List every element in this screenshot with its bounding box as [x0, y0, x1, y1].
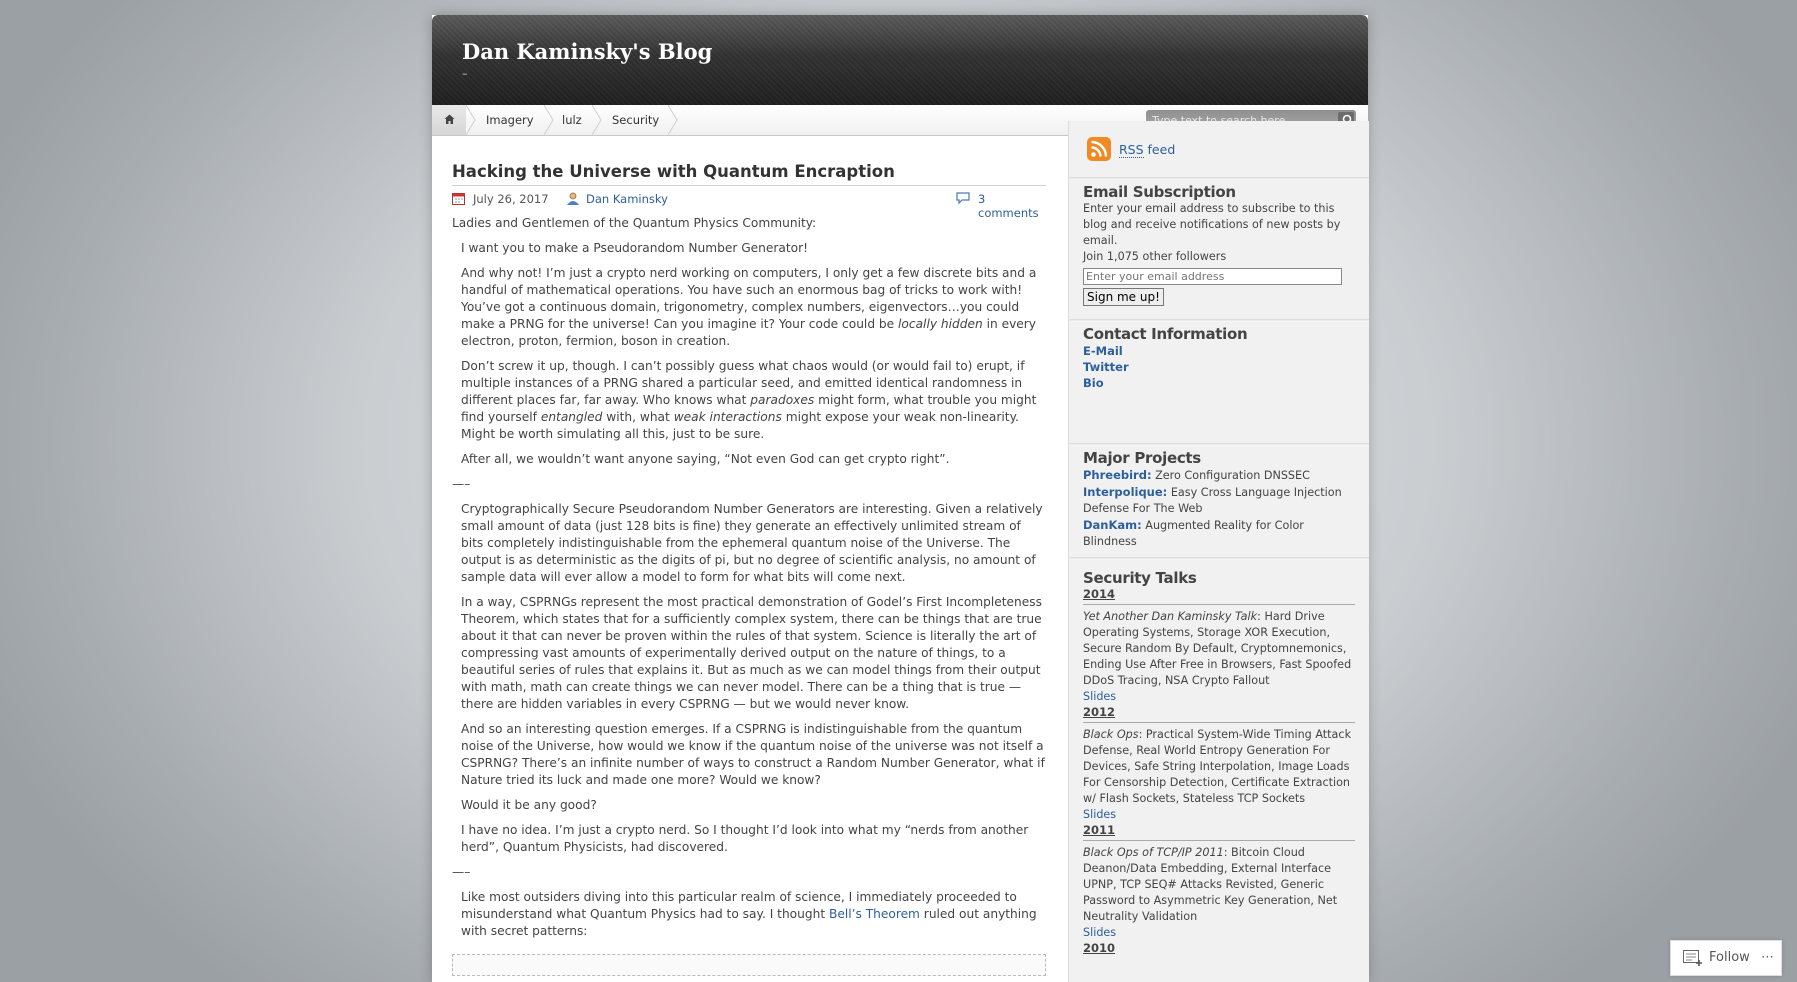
- email-field[interactable]: [1083, 268, 1342, 285]
- post-paragraph: And why not! I’m just a crypto nerd working on computers, I only get a few discrete bits and a handful of mathematical operations. You have such an enormous bag of tricks to work with! You’ve got a continuous domain, trigonometry, complex numbers, eigenvectors…you could make a PRNG for the universe! Can you imagine it? Your code could be locally hidden in every electron, proton, fermion, boson in creation.: [461, 266, 1037, 348]
- calendar-icon: [452, 192, 465, 208]
- post-body: [452, 215, 1046, 976]
- sidebar: [1068, 121, 1369, 982]
- post-paragraph: Cryptographically Secure Pseudorandom Number Generators are interesting. Given a relatively small amount of data (just 128 bits is fine) they generate an effectively unlimited stream of bits completely indistinguishable from the ephemeral quantum noise of the Universe. The output is as deterministic as the digits of pi, but no degree of scientific analysis, no amount of sample data will ever allow a model to form for what bits will come next.: [461, 502, 1043, 584]
- emphasis-text: entangled: [540, 410, 603, 424]
- project-link-phreebird[interactable]: Phreebird:: [1083, 468, 1152, 482]
- twitter-link[interactable]: Twitter: [1083, 360, 1129, 374]
- post-separator: —–: [452, 477, 471, 491]
- year-link-2010[interactable]: 2010: [1083, 941, 1116, 955]
- post-paragraph: I have no idea. I’m just a crypto nerd. So I thought I’d look into what my “nerds from another herd”, Quantum Physicists, had discovered.: [461, 823, 1029, 854]
- rss-icon[interactable]: [1087, 137, 1111, 165]
- follow-button[interactable]: [1670, 940, 1782, 976]
- rss-feed-link[interactable]: [1119, 142, 1175, 157]
- rss-abbr: RSS: [1119, 142, 1144, 157]
- emphasis-text: locally hidden: [898, 317, 983, 331]
- major-projects-heading: Major Projects: [1083, 449, 1201, 467]
- contact-information-widget: [1083, 325, 1355, 391]
- year-link-2012[interactable]: 2012: [1083, 705, 1116, 719]
- post-meta: [452, 188, 1046, 220]
- post-date: July 26, 2017: [473, 192, 549, 206]
- post-title[interactable]: Hacking the Universe with Quantum Encraption: [452, 161, 1046, 186]
- nav-separator: [544, 105, 554, 135]
- blog-header: [432, 15, 1368, 105]
- nav-item-lulz[interactable]: lulz: [562, 113, 582, 127]
- nav-separator: [466, 105, 476, 135]
- post-content: [452, 161, 1046, 976]
- follow-label: Follow: [1709, 950, 1750, 965]
- talk-title: Black Ops: [1083, 728, 1139, 741]
- email-subscription-heading: Email Subscription: [1083, 183, 1236, 201]
- post-paragraph: Like most outsiders diving into this particular realm of science, I immediately proceeded to misunderstand what Quantum Physics had to say. I thought Bell’s Theorem ruled out anything with secret patterns:: [461, 890, 1037, 938]
- year-link-2014[interactable]: 2014: [1083, 587, 1116, 601]
- bells-theorem-link[interactable]: Bell’s Theorem: [828, 907, 920, 921]
- bio-link[interactable]: Bio: [1083, 376, 1104, 390]
- major-projects-widget: [1083, 449, 1355, 550]
- post-separator: —–: [452, 865, 471, 879]
- author-icon: [566, 192, 580, 208]
- year-link-2011[interactable]: 2011: [1083, 823, 1116, 837]
- sidebar-divider: [1069, 557, 1369, 560]
- slides-link[interactable]: Slides: [1083, 808, 1117, 821]
- nav-separator: [592, 105, 602, 135]
- followers-count: Join 1,075 other followers: [1083, 250, 1227, 263]
- slides-link[interactable]: Slides: [1083, 926, 1117, 939]
- nav-separator: [668, 105, 678, 135]
- comments-icon: [956, 192, 971, 208]
- page-container: [432, 15, 1368, 982]
- post-paragraph: Would it be any good?: [461, 798, 597, 812]
- blog-tagline: –: [462, 67, 468, 80]
- slides-link[interactable]: Slides: [1083, 690, 1117, 703]
- sidebar-divider: [1069, 319, 1369, 322]
- project-item: Phreebird: Zero Configuration DNSSEC: [1083, 468, 1310, 482]
- security-talks-heading: Security Talks: [1083, 569, 1197, 587]
- blog-title[interactable]: Dan Kaminsky's Blog: [462, 39, 713, 64]
- project-link-dankam[interactable]: DanKam:: [1083, 518, 1142, 532]
- rss-feed-widget: [1083, 137, 1355, 163]
- project-item: DanKam: Augmented Reality for Color Blindness: [1083, 518, 1304, 548]
- post-paragraph: Ladies and Gentlemen of the Quantum Physics Community:: [452, 216, 817, 230]
- security-talks-widget: [1083, 569, 1355, 955]
- post-paragraph: Don’t screw it up, though. I can’t possibly guess what chaos would (or would fail to) erupt, if multiple instances of a PRNG shared a particular seed, and emitted identical randomness in different places far, far away. Who knows what paradoxes might form, what trouble you might find yourself entangled with, what weak interactions might expose your weak non-linearity. Might be worth simulating all this, just to be sure.: [461, 359, 1037, 441]
- email-subscription-text: Enter your email address to subscribe to this blog and receive notifications of new posts by email.: [1083, 202, 1341, 247]
- nav-item-security[interactable]: Security: [612, 113, 660, 127]
- rss-feed-label: feed: [1143, 142, 1176, 157]
- project-link-interpolique[interactable]: Interpolique:: [1083, 485, 1168, 499]
- project-item: Interpolique: Easy Cross Language Injection Defense For The Web: [1083, 485, 1342, 515]
- emphasis-text: paradoxes: [750, 393, 815, 407]
- home-icon: [444, 113, 455, 127]
- talk-entry: Yet Another Dan Kaminsky Talk: Hard Drive Operating Systems, Storage XOR Execution, Secure Random By Default, Cryptomnemonics, Ending Use After Free in Browsers, Fast Spoofed DDoS Tracing, NSA Crypto Fallout Slides: [1083, 604, 1355, 705]
- email-subscription-widget: [1083, 183, 1355, 306]
- talk-title: Black Ops of TCP/IP 2011: [1083, 846, 1224, 859]
- emphasis-text: weak interactions: [673, 410, 782, 424]
- talk-entry: Black Ops: Practical System-Wide Timing Attack Defense, Real World Entropy Generation For Devices, Safe String Interpolation, Image Loads For Censorship Detection, Certificate Extraction w/ Flash Sockets, Stateless TCP Sockets Slides: [1083, 722, 1355, 823]
- email-link[interactable]: E-Mail: [1083, 344, 1123, 358]
- talk-title: Yet Another Dan Kaminsky Talk: [1083, 610, 1258, 623]
- talk-entry: Black Ops of TCP/IP 2011: Bitcoin Cloud Deanon/Data Embedding, External Interface UPNP, TCP SEQ# Attacks Revisted, Generic Password to Asymmetric Key Generation, Net Neutrality Validation Slides: [1083, 840, 1355, 941]
- code-block: [452, 954, 1046, 976]
- more-icon[interactable]: ⋯: [1761, 950, 1774, 965]
- nav-item-imagery[interactable]: Imagery: [486, 113, 534, 127]
- post-paragraph: In a way, CSPRNGs represent the most practical demonstration of Godel’s First Incompleteness Theorem, which states that for a sufficiently complex system, there can be things that are true about it that can never be proven within the rules of that system. Science is literally the art of compressing vast amounts of experimentally derived output on the nature of things, to a beautiful series of rules that explains it. But as much as we can model things from their output with math, math can create things we can never model. There can be a thing that is true — there are hidden variables in every CSPRNG — but we would never know.: [461, 595, 1042, 711]
- post-paragraph: And so an interesting question emerges. If a CSPRNG is indistinguishable from the quantum noise of the Universe, how would we know if the quantum noise of the universe was not itself a CSPRNG? There’s an infinite number of ways to construct a Random Number Generator, what if Nature tried its luck and made one more? Would we know?: [461, 722, 1045, 787]
- follow-icon: [1683, 950, 1703, 970]
- sidebar-divider: [1069, 177, 1369, 180]
- post-paragraph: After all, we wouldn’t want anyone saying, “Not even God can get crypto right”.: [461, 452, 950, 466]
- post-paragraph: I want you to make a Pseudorandom Number Generator!: [461, 241, 808, 255]
- post-author-link[interactable]: Dan Kaminsky: [586, 192, 668, 206]
- comments-link[interactable]: 3 comments: [978, 192, 1039, 220]
- sign-me-up-button[interactable]: Sign me up!: [1083, 288, 1164, 306]
- home-nav-button[interactable]: [432, 105, 466, 135]
- contact-information-heading: Contact Information: [1083, 325, 1248, 343]
- sidebar-divider: [1069, 443, 1369, 446]
